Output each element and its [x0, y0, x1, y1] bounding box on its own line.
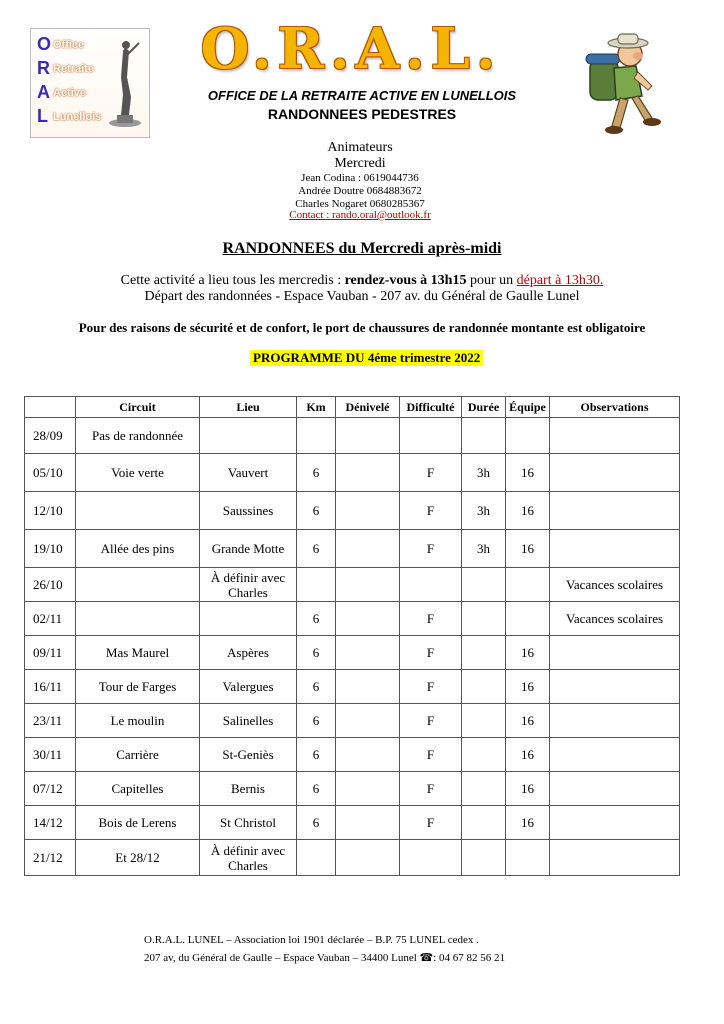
- cell-text-equipe: 16: [521, 815, 534, 830]
- safety-warning: Pour des raisons de sécurité et de confort, le port de chaussures de randonnée montante est obligatoire: [78, 320, 646, 335]
- cell-text-lieu: Aspères: [227, 645, 269, 660]
- cell-text-obs: Vacances scolaires: [565, 577, 664, 592]
- cell-date: [25, 772, 76, 806]
- cell-equipe: [506, 454, 550, 492]
- cell-text-lieu: St-Geniès: [222, 747, 274, 762]
- cell-text-difficulte: F: [426, 747, 435, 762]
- cell-text-km: 6: [312, 747, 320, 762]
- cell-text-circuit: Mas Maurel: [105, 645, 170, 660]
- contact-person-2: Andrée Doutre 0684883672: [298, 185, 422, 197]
- cell-lieu: [200, 704, 297, 738]
- cell-obs: [550, 704, 680, 738]
- section-title-main: RANDONNEES: [222, 240, 335, 257]
- cell-denivele: [336, 738, 400, 772]
- cell-text-lieu: St Christol: [220, 815, 276, 830]
- cell-text-equipe: 16: [521, 503, 534, 518]
- cell-equipe: [506, 806, 550, 840]
- cell-circuit: [76, 602, 200, 636]
- cell-difficulte: [400, 568, 462, 602]
- subtitle-office: OFFICE DE LA RETRAITE ACTIVE EN LUNELLOIS: [207, 88, 517, 103]
- cell-text-difficulte: F: [426, 541, 435, 556]
- cell-obs: [550, 670, 680, 704]
- cell-denivele: [336, 670, 400, 704]
- table-row: [25, 670, 680, 704]
- cell-text-km: 6: [312, 645, 320, 660]
- cell-circuit: [76, 530, 200, 568]
- cell-lieu: [200, 670, 297, 704]
- table-row: [25, 772, 680, 806]
- cell-text-date: 02/11: [33, 611, 63, 626]
- hiker-illustration-icon: [576, 30, 666, 142]
- cell-circuit: [76, 840, 200, 876]
- cell-equipe: [506, 704, 550, 738]
- contact-person-1: Jean Codina : 0619044736: [301, 172, 419, 184]
- cell-equipe: [506, 530, 550, 568]
- cell-date: [25, 530, 76, 568]
- cell-text-difficulte: F: [426, 713, 435, 728]
- cell-difficulte: [400, 418, 462, 454]
- animateurs-label: Animateurs: [327, 140, 393, 155]
- cell-obs: [550, 454, 680, 492]
- cell-circuit: [76, 636, 200, 670]
- cell-equipe: [506, 670, 550, 704]
- cell-circuit: [76, 704, 200, 738]
- cell-equipe: [506, 568, 550, 602]
- logo-statue-figure-icon: [107, 37, 143, 129]
- cell-date: [25, 454, 76, 492]
- cell-duree: [462, 670, 506, 704]
- cell-text-difficulte: F: [426, 503, 435, 518]
- cell-denivele: [336, 806, 400, 840]
- cell-text-date: 12/10: [33, 503, 63, 518]
- cell-obs: [550, 568, 680, 602]
- cell-text-km: 6: [312, 465, 320, 480]
- column-header-km: Km: [297, 397, 336, 418]
- cell-obs: [550, 530, 680, 568]
- cell-date: [25, 492, 76, 530]
- cell-obs: [550, 636, 680, 670]
- column-header-circuit: Circuit: [76, 397, 200, 418]
- cell-difficulte: [400, 602, 462, 636]
- cell-denivele: [336, 704, 400, 738]
- cell-duree: [462, 602, 506, 636]
- cell-text-date: 09/11: [33, 645, 63, 660]
- cell-text-date: 23/11: [33, 713, 63, 728]
- footer-address: [144, 951, 624, 964]
- cell-denivele: [336, 454, 400, 492]
- cell-date: [25, 738, 76, 772]
- cell-text-date: 26/10: [33, 577, 63, 592]
- cell-text-date: 07/12: [33, 781, 63, 796]
- cell-text-duree: 3h: [477, 465, 490, 480]
- cell-circuit: [76, 738, 200, 772]
- cell-text-difficulte: F: [426, 465, 435, 480]
- cell-text-km: 6: [312, 611, 320, 626]
- cell-lieu: [200, 454, 297, 492]
- cell-duree: [462, 492, 506, 530]
- cell-text-equipe: 16: [521, 679, 534, 694]
- cell-km: [297, 840, 336, 876]
- cell-text-circuit: Allée des pins: [100, 541, 175, 556]
- cell-difficulte: [400, 738, 462, 772]
- cell-km: [297, 530, 336, 568]
- cell-text-lieu: À définir avec Charles: [210, 569, 286, 600]
- cell-text-date: 14/12: [33, 815, 63, 830]
- cell-date: [25, 418, 76, 454]
- table-header-row: [25, 397, 680, 418]
- cell-denivele: [336, 602, 400, 636]
- cell-difficulte: [400, 636, 462, 670]
- cell-text-lieu: Grande Motte: [211, 541, 285, 556]
- cell-text-km: 6: [312, 679, 320, 694]
- cell-text-difficulte: F: [426, 611, 435, 626]
- cell-denivele: [336, 840, 400, 876]
- cell-km: [297, 418, 336, 454]
- cell-text-lieu: Bernis: [231, 781, 265, 796]
- contact-person-3: Charles Nogaret 0680285367: [295, 198, 425, 210]
- cell-obs: [550, 806, 680, 840]
- table-row: [25, 738, 680, 772]
- cell-text-equipe: 16: [521, 781, 534, 796]
- cell-text-difficulte: F: [426, 645, 435, 660]
- logo-letter-r: R: [37, 58, 50, 78]
- cell-text-km: 6: [312, 815, 320, 830]
- logo-word-retraite: Retraite: [53, 63, 94, 75]
- cell-date: [25, 602, 76, 636]
- cell-duree: [462, 738, 506, 772]
- cell-text-equipe: 16: [521, 747, 534, 762]
- cell-text-date: 30/11: [33, 747, 63, 762]
- table-body: [25, 418, 680, 876]
- cell-difficulte: [400, 840, 462, 876]
- column-header-lieu: Lieu: [200, 397, 297, 418]
- cell-denivele: [336, 568, 400, 602]
- cell-duree: [462, 704, 506, 738]
- cell-duree: [462, 418, 506, 454]
- cell-lieu: [200, 738, 297, 772]
- cell-text-equipe: 16: [521, 645, 534, 660]
- cell-km: [297, 492, 336, 530]
- column-header-date: [25, 397, 76, 418]
- table-row: [25, 492, 680, 530]
- cell-difficulte: [400, 704, 462, 738]
- column-header-difficulte: Difficulté: [400, 397, 462, 418]
- cell-km: [297, 454, 336, 492]
- cell-denivele: [336, 636, 400, 670]
- cell-text-date: 16/11: [33, 679, 63, 694]
- cell-lieu: [200, 772, 297, 806]
- logo-letter-a: A: [37, 82, 50, 102]
- cell-duree: [462, 806, 506, 840]
- cell-difficulte: [400, 454, 462, 492]
- programme-title: PROGRAMME DU 4éme trimestre 2022: [250, 350, 483, 366]
- cell-text-date: 19/10: [33, 541, 63, 556]
- cell-text-circuit: Pas de randonnée: [92, 428, 183, 443]
- cell-text-km: 6: [312, 541, 320, 556]
- cell-denivele: [336, 530, 400, 568]
- table-row: [25, 602, 680, 636]
- cell-text-date: 28/09: [33, 428, 63, 443]
- cell-date: [25, 568, 76, 602]
- cell-km: [297, 704, 336, 738]
- subtitle-randonnees: RANDONNEES PEDESTRES: [267, 106, 457, 122]
- cell-text-equipe: 16: [521, 541, 534, 556]
- cell-equipe: [506, 738, 550, 772]
- table-row: [25, 418, 680, 454]
- oral-logo: [30, 28, 150, 138]
- cell-text-circuit: Tour de Farges: [98, 679, 177, 694]
- logo-word-active: Active: [53, 87, 87, 99]
- cell-text-equipe: 16: [521, 713, 534, 728]
- cell-text-duree: 3h: [477, 541, 490, 556]
- cell-circuit: [76, 418, 200, 454]
- cell-text-date: 21/12: [33, 850, 63, 865]
- cell-lieu: [200, 530, 297, 568]
- cell-denivele: [336, 772, 400, 806]
- cell-equipe: [506, 840, 550, 876]
- column-header-duree: Durée: [462, 397, 506, 418]
- logo-word-lunellois: Lunellois: [53, 111, 102, 123]
- cell-text-circuit: Voie verte: [111, 465, 164, 480]
- cell-duree: [462, 636, 506, 670]
- cell-date: [25, 840, 76, 876]
- table-row: [25, 704, 680, 738]
- cell-obs: [550, 492, 680, 530]
- cell-duree: [462, 772, 506, 806]
- footer-address-text: 207 av, du Général de Gaulle – Espace Vauban – 34400 Lunel: [144, 952, 420, 964]
- info-text-c: pour un: [466, 273, 517, 288]
- cell-difficulte: [400, 530, 462, 568]
- cell-text-circuit: Et 28/12: [115, 850, 160, 865]
- column-header-denivele: Dénivelé: [336, 397, 400, 418]
- table-row: [25, 568, 680, 602]
- cell-text-obs: Vacances scolaires: [565, 611, 664, 626]
- cell-text-difficulte: F: [426, 815, 435, 830]
- table-row: [25, 636, 680, 670]
- cell-equipe: [506, 602, 550, 636]
- brand-title: O.R.A.L.: [200, 16, 502, 82]
- cell-circuit: [76, 492, 200, 530]
- cell-circuit: [76, 806, 200, 840]
- departure-location: Départ des randonnées - Espace Vauban - 207 av. du Général de Gaulle Lunel: [144, 289, 580, 304]
- section-title: [100, 240, 624, 258]
- cell-obs: [550, 418, 680, 454]
- cell-date: [25, 636, 76, 670]
- cell-text-lieu: Salinelles: [222, 713, 274, 728]
- cell-km: [297, 568, 336, 602]
- cell-text-date: 05/10: [33, 465, 63, 480]
- column-header-equipe: Équipe: [506, 397, 550, 418]
- cell-lieu: [200, 602, 297, 636]
- cell-duree: [462, 840, 506, 876]
- cell-circuit: [76, 454, 200, 492]
- cell-date: [25, 806, 76, 840]
- cell-circuit: [76, 772, 200, 806]
- cell-lieu: [200, 840, 297, 876]
- cell-obs: [550, 602, 680, 636]
- day-label: Mercredi: [334, 156, 386, 171]
- cell-obs: [550, 840, 680, 876]
- cell-difficulte: [400, 806, 462, 840]
- cell-date: [25, 704, 76, 738]
- cell-difficulte: [400, 772, 462, 806]
- cell-text-difficulte: F: [426, 679, 435, 694]
- cell-text-difficulte: F: [426, 781, 435, 796]
- cell-text-lieu: Valergues: [222, 679, 274, 694]
- table-row: [25, 840, 680, 876]
- cell-text-lieu: Saussines: [222, 503, 274, 518]
- table-row: [25, 530, 680, 568]
- info-text-a: Cette activité a lieu tous les mercredis :: [120, 273, 345, 288]
- cell-text-km: 6: [312, 503, 320, 518]
- cell-circuit: [76, 670, 200, 704]
- logo-letter-o: O: [37, 34, 52, 54]
- cell-text-circuit: Le moulin: [110, 713, 165, 728]
- table-row: [25, 806, 680, 840]
- info-rendezvous: rendez-vous à 13h15: [344, 273, 467, 288]
- activity-info: [80, 273, 644, 289]
- cell-duree: [462, 568, 506, 602]
- cell-km: [297, 670, 336, 704]
- cell-equipe: [506, 418, 550, 454]
- cell-lieu: [200, 492, 297, 530]
- section-title-rest: du Mercredi après-midi: [334, 240, 502, 257]
- cell-text-km: 6: [312, 713, 320, 728]
- cell-text-equipe: 16: [521, 465, 534, 480]
- cell-obs: [550, 738, 680, 772]
- logo-letter-l: L: [37, 106, 48, 126]
- cell-lieu: [200, 806, 297, 840]
- logo-word-office: Office: [53, 39, 85, 51]
- cell-lieu: [200, 636, 297, 670]
- contact-email-link[interactable]: Contact : rando.oral@outlook.fr: [289, 209, 431, 221]
- table-row: [25, 454, 680, 492]
- cell-difficulte: [400, 492, 462, 530]
- cell-text-lieu: Vauvert: [227, 465, 269, 480]
- cell-lieu: [200, 568, 297, 602]
- info-departure-time: départ à 13h30.: [516, 273, 604, 288]
- footer-association: O.R.A.L. LUNEL – Association loi 1901 déclarée – B.P. 75 LUNEL cedex .: [144, 934, 479, 946]
- cell-equipe: [506, 772, 550, 806]
- cell-km: [297, 738, 336, 772]
- cell-equipe: [506, 492, 550, 530]
- cell-km: [297, 806, 336, 840]
- cell-text-km: 6: [312, 781, 320, 796]
- programme-table: [24, 396, 680, 876]
- cell-text-lieu: À définir avec Charles: [210, 842, 286, 873]
- cell-date: [25, 670, 76, 704]
- cell-denivele: [336, 492, 400, 530]
- cell-text-circuit: Capitelles: [111, 781, 164, 796]
- cell-obs: [550, 772, 680, 806]
- cell-duree: [462, 454, 506, 492]
- cell-km: [297, 772, 336, 806]
- cell-difficulte: [400, 670, 462, 704]
- cell-equipe: [506, 636, 550, 670]
- cell-duree: [462, 530, 506, 568]
- cell-km: [297, 602, 336, 636]
- footer-phone: ☎: 04 67 82 56 21: [419, 952, 506, 964]
- cell-lieu: [200, 418, 297, 454]
- cell-text-circuit: Bois de Lerens: [98, 815, 177, 830]
- cell-denivele: [336, 418, 400, 454]
- cell-circuit: [76, 568, 200, 602]
- cell-km: [297, 636, 336, 670]
- cell-text-duree: 3h: [477, 503, 490, 518]
- cell-text-circuit: Carrière: [116, 747, 159, 762]
- column-header-observations: Observations: [550, 397, 680, 418]
